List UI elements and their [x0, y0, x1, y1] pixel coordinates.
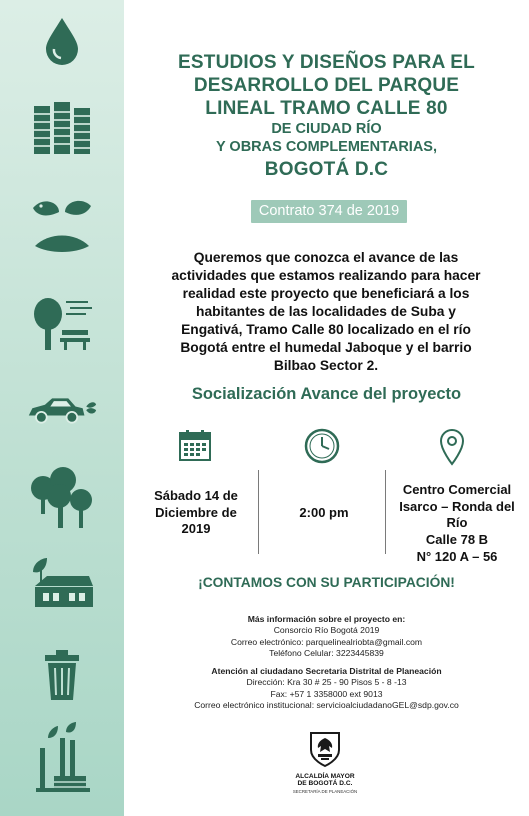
project-info-line: Consorcio Río Bogotá 2019: [273, 625, 380, 636]
event-date-line: 2019: [181, 521, 211, 537]
title-line-3: LINEAL TRAMO CALLE 80: [205, 98, 448, 119]
project-info-heading: Más información sobre el proyecto en:: [247, 614, 406, 624]
citizen-service-address: Dirección: Kra 30 # 25 - 90 Pisos 5 - 8 -13: [246, 677, 407, 688]
event-place-line: Calle 78 B: [425, 531, 489, 547]
title-line-2: DESARROLLO DEL PARQUE: [193, 75, 460, 96]
location-pin-icon: [439, 428, 465, 471]
bogota-logo: [279, 730, 371, 794]
intro-line: Bogotá entre el humedal Jaboque y el barrio: [180, 339, 472, 355]
project-contact-email[interactable]: Correo electrónico: parquelinealriobta@gmail.com: [230, 636, 423, 647]
event-place-line: Centro Comercial: [402, 482, 512, 497]
intro-line: Engativá, Tramo Calle 80 localizado en el río: [181, 321, 471, 337]
event-date-line: Sábado 14 de: [154, 488, 238, 503]
sidebar-icon-strip: [0, 0, 124, 816]
event-time: 2:00 pm: [299, 505, 349, 520]
project-contact-phone: Teléfono Celular: 3223445839: [269, 648, 384, 659]
trash-bin-icon: [27, 648, 97, 702]
coat-of-arms-icon: [308, 730, 342, 768]
event-place-line: N° 120 A – 56: [416, 548, 498, 564]
logo-text-line: SECRETARÍA DE PLANEACIÓN: [292, 788, 358, 794]
intro-line: Queremos que conozca el avance de las: [193, 250, 459, 265]
divider: [385, 470, 386, 554]
electric-car-icon: [27, 394, 97, 428]
section-heading: Socialización Avance del proyecto: [191, 385, 462, 403]
intro-paragraph: [146, 249, 506, 374]
event-place-line: Isarco – Ronda del: [399, 498, 515, 514]
citizen-service-heading: Atención al ciudadano Secretaria Distrital de Planeación: [211, 666, 442, 676]
main-content: [124, 0, 529, 816]
divider: [258, 470, 259, 554]
intro-line: habitantes de las localidades de Suba y: [196, 303, 456, 319]
tree-bench-icon: [27, 296, 97, 352]
citizen-service-email[interactable]: Correo electrónico institucional: servicioalciudadanoGEL@sdp.gov.co: [194, 700, 459, 711]
house-plant-icon: [27, 556, 97, 608]
call-to-action: ¡CONTAMOS CON SU PARTICIPACIÓN!: [198, 575, 455, 590]
event-date: [144, 488, 248, 538]
buildings-icon: [27, 100, 97, 156]
logo-text-line: DE BOGOTÁ D.C.: [297, 780, 353, 788]
title-line-5: Y OBRAS COMPLEMENTARIAS,: [215, 139, 437, 155]
calendar-icon: [178, 428, 212, 467]
water-drop-icon: [27, 16, 97, 66]
trees-icon: [27, 466, 97, 530]
event-date-line: Diciembre de: [155, 504, 237, 520]
event-place: [395, 482, 519, 565]
factory-sprout-icon: [27, 722, 97, 794]
title-line-6: BOGOTÁ D.C: [264, 159, 389, 180]
citizen-service-block: [164, 666, 489, 711]
logo-text-line: ALCALDÍA MAYOR: [295, 773, 355, 780]
clock-icon: [304, 428, 340, 469]
project-info-block: [164, 614, 489, 659]
event-place-line: Río: [446, 515, 468, 531]
intro-line: Bilbao Sector 2.: [273, 357, 379, 373]
sprout-leaves-icon: [27, 196, 97, 256]
title-line-1: ESTUDIOS Y DISEÑOS PARA EL: [178, 52, 475, 73]
title-line-4: DE CIUDAD RÍO: [271, 121, 382, 137]
citizen-service-fax: Fax: +57 1 3358000 ext 9013: [270, 688, 383, 699]
intro-line: actividades que estamos realizando para hacer: [171, 267, 481, 283]
contract-badge: Contrato 374 de 2019: [251, 200, 407, 223]
intro-line: realidad este proyecto que beneficiará a los: [182, 285, 470, 301]
